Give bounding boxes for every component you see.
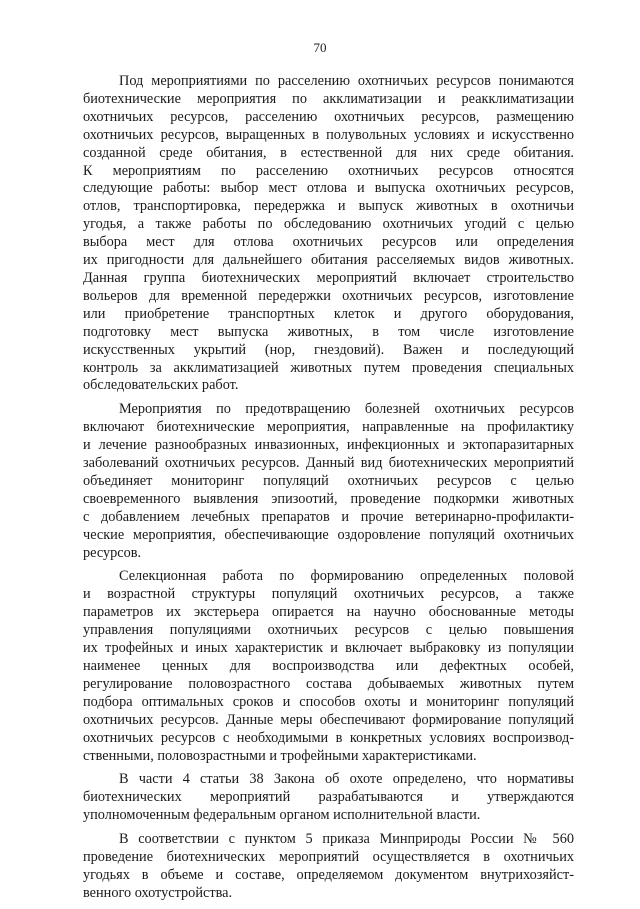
paragraph-4 [83,771,574,825]
text-line: наименее ценных для воспроизводства или дефектных особей, [83,658,574,674]
text-line: заболеваний охотничьих ресурсов. Данный вид биотехнических мероприятий [83,455,574,472]
text-line: ческие мероприятия, обеспечивающие оздоровление популяций охотничьих [83,526,574,543]
text-line: отлов, транспортировка, передержка и выпуск животных в охотничьи [83,198,574,215]
text-line: контроль за акклиматизацией животных путем проведения специальных [83,359,574,376]
text-line: угодьях в объеме и составе, определяемом документом внутрихозяйст- [83,866,574,883]
text-line: Под мероприятиями по расселению охотничьих ресурсов понимаются [119,73,574,89]
text-line: Данная группа биотехнических мероприятий включает строительство [83,269,574,286]
text-line: охотничьих ресурсов. Данные меры обеспечивают формирование популяций [83,711,574,728]
text-line: Селекционная работа по формированию определенных половой [119,568,574,585]
text-line: ресурсов. [83,544,142,561]
text-line: вольеров для временной передержки охотничьих ресурсов, изготовление [83,287,574,304]
text-line: искусственных укрытий (нор, гнездовий). Важен и последующий [83,341,574,358]
text-line: В части 4 статьи 38 Закона об охоте определено, что нормативы [119,771,574,788]
body-text [83,73,574,909]
text-line: уполномоченным федеральным органом исполнительной власти. [83,807,481,824]
text-line: и возрастной структуры популяций охотничьих ресурсов, а также [83,586,574,603]
paragraph-1 [83,73,574,395]
text-line: Мероприятия по предотвращению болезней охотничьих ресурсов [119,401,574,418]
paragraph-3 [83,568,574,765]
paragraph-5 [83,831,574,903]
text-line: В соответствии с пунктом 5 приказа Минприроды России № 560 [119,831,574,848]
text-line: включают биотехнические мероприятия, направленные на профилактику [83,419,574,436]
text-line: объединяет мониторинг популяций охотничьих ресурсов с целью [83,472,574,489]
text-line: проведение биотехнических мероприятий осуществляется в охотничьих [83,849,574,866]
text-line: подбора оптимальных сроков и способов охоты и мониторинг популяций [83,693,574,710]
page-number: 70 [313,40,327,55]
text-line: или приобретение транспортных клеток и другого оборудования, [83,305,574,322]
text-line: их пригодности для дальнейшего обитания расселяемых видов животных. [83,252,574,269]
text-line: своевременного выявления эпизоотий, проведение подкормки животных [83,490,574,507]
text-line: венного охотустройства. [83,884,233,901]
text-line: К мероприятиям по расселению охотничьих ресурсов относятся [83,162,574,179]
text-line: ственными, половозрастными и трофейными характеристиками. [83,747,477,764]
paragraph-2 [83,401,574,562]
text-line: обследовательских работ. [83,377,239,394]
text-line: и лечение разнообразных инвазионных, инфекционных и эктопаразитарных [83,437,574,454]
text-line: их трофейных и иных характеристик и включает выбраковку из популяции [83,640,574,657]
text-line: с добавлением лечебных препаратов и прочие ветеринарно-профилакти- [83,508,574,525]
text-line: подготовку мест выпуска животных, в том числе изготовление [83,323,574,340]
text-line: управления популяциями охотничьих ресурсов с целью повышения [83,622,574,639]
text-line: следующие работы: выбор мест отлова и выпуска охотничьих ресурсов, [83,180,574,197]
text-line: охотничьих ресурсов с необходимыми в конкретных условиях воспроизвод- [83,729,574,746]
text-line: созданной среде обитания, в естественной для них среде обитания. [83,144,574,161]
text-line: охотничьих ресурсов, выращенных в полувольных условиях и искусственно [83,126,574,143]
text-line: угодья, а также работы по обследованию охотничьих угодий с целью [83,216,574,233]
text-line: параметров их экстерьера опирается на научно обоснованные методы [83,604,574,621]
text-line: выбора мест для отлова охотничьих ресурсов или определения [83,234,574,251]
text-line: охотничьих ресурсов, расселению охотничьих ресурсов, размещению [83,108,574,125]
text-line: регулирование половозрастного состава добываемых животных путем [83,675,574,692]
text-line: биотехнические мероприятия по акклиматизации и реакклиматизации [83,90,574,107]
text-line: биотехнических мероприятий разрабатываются и утверждаются [83,789,574,806]
